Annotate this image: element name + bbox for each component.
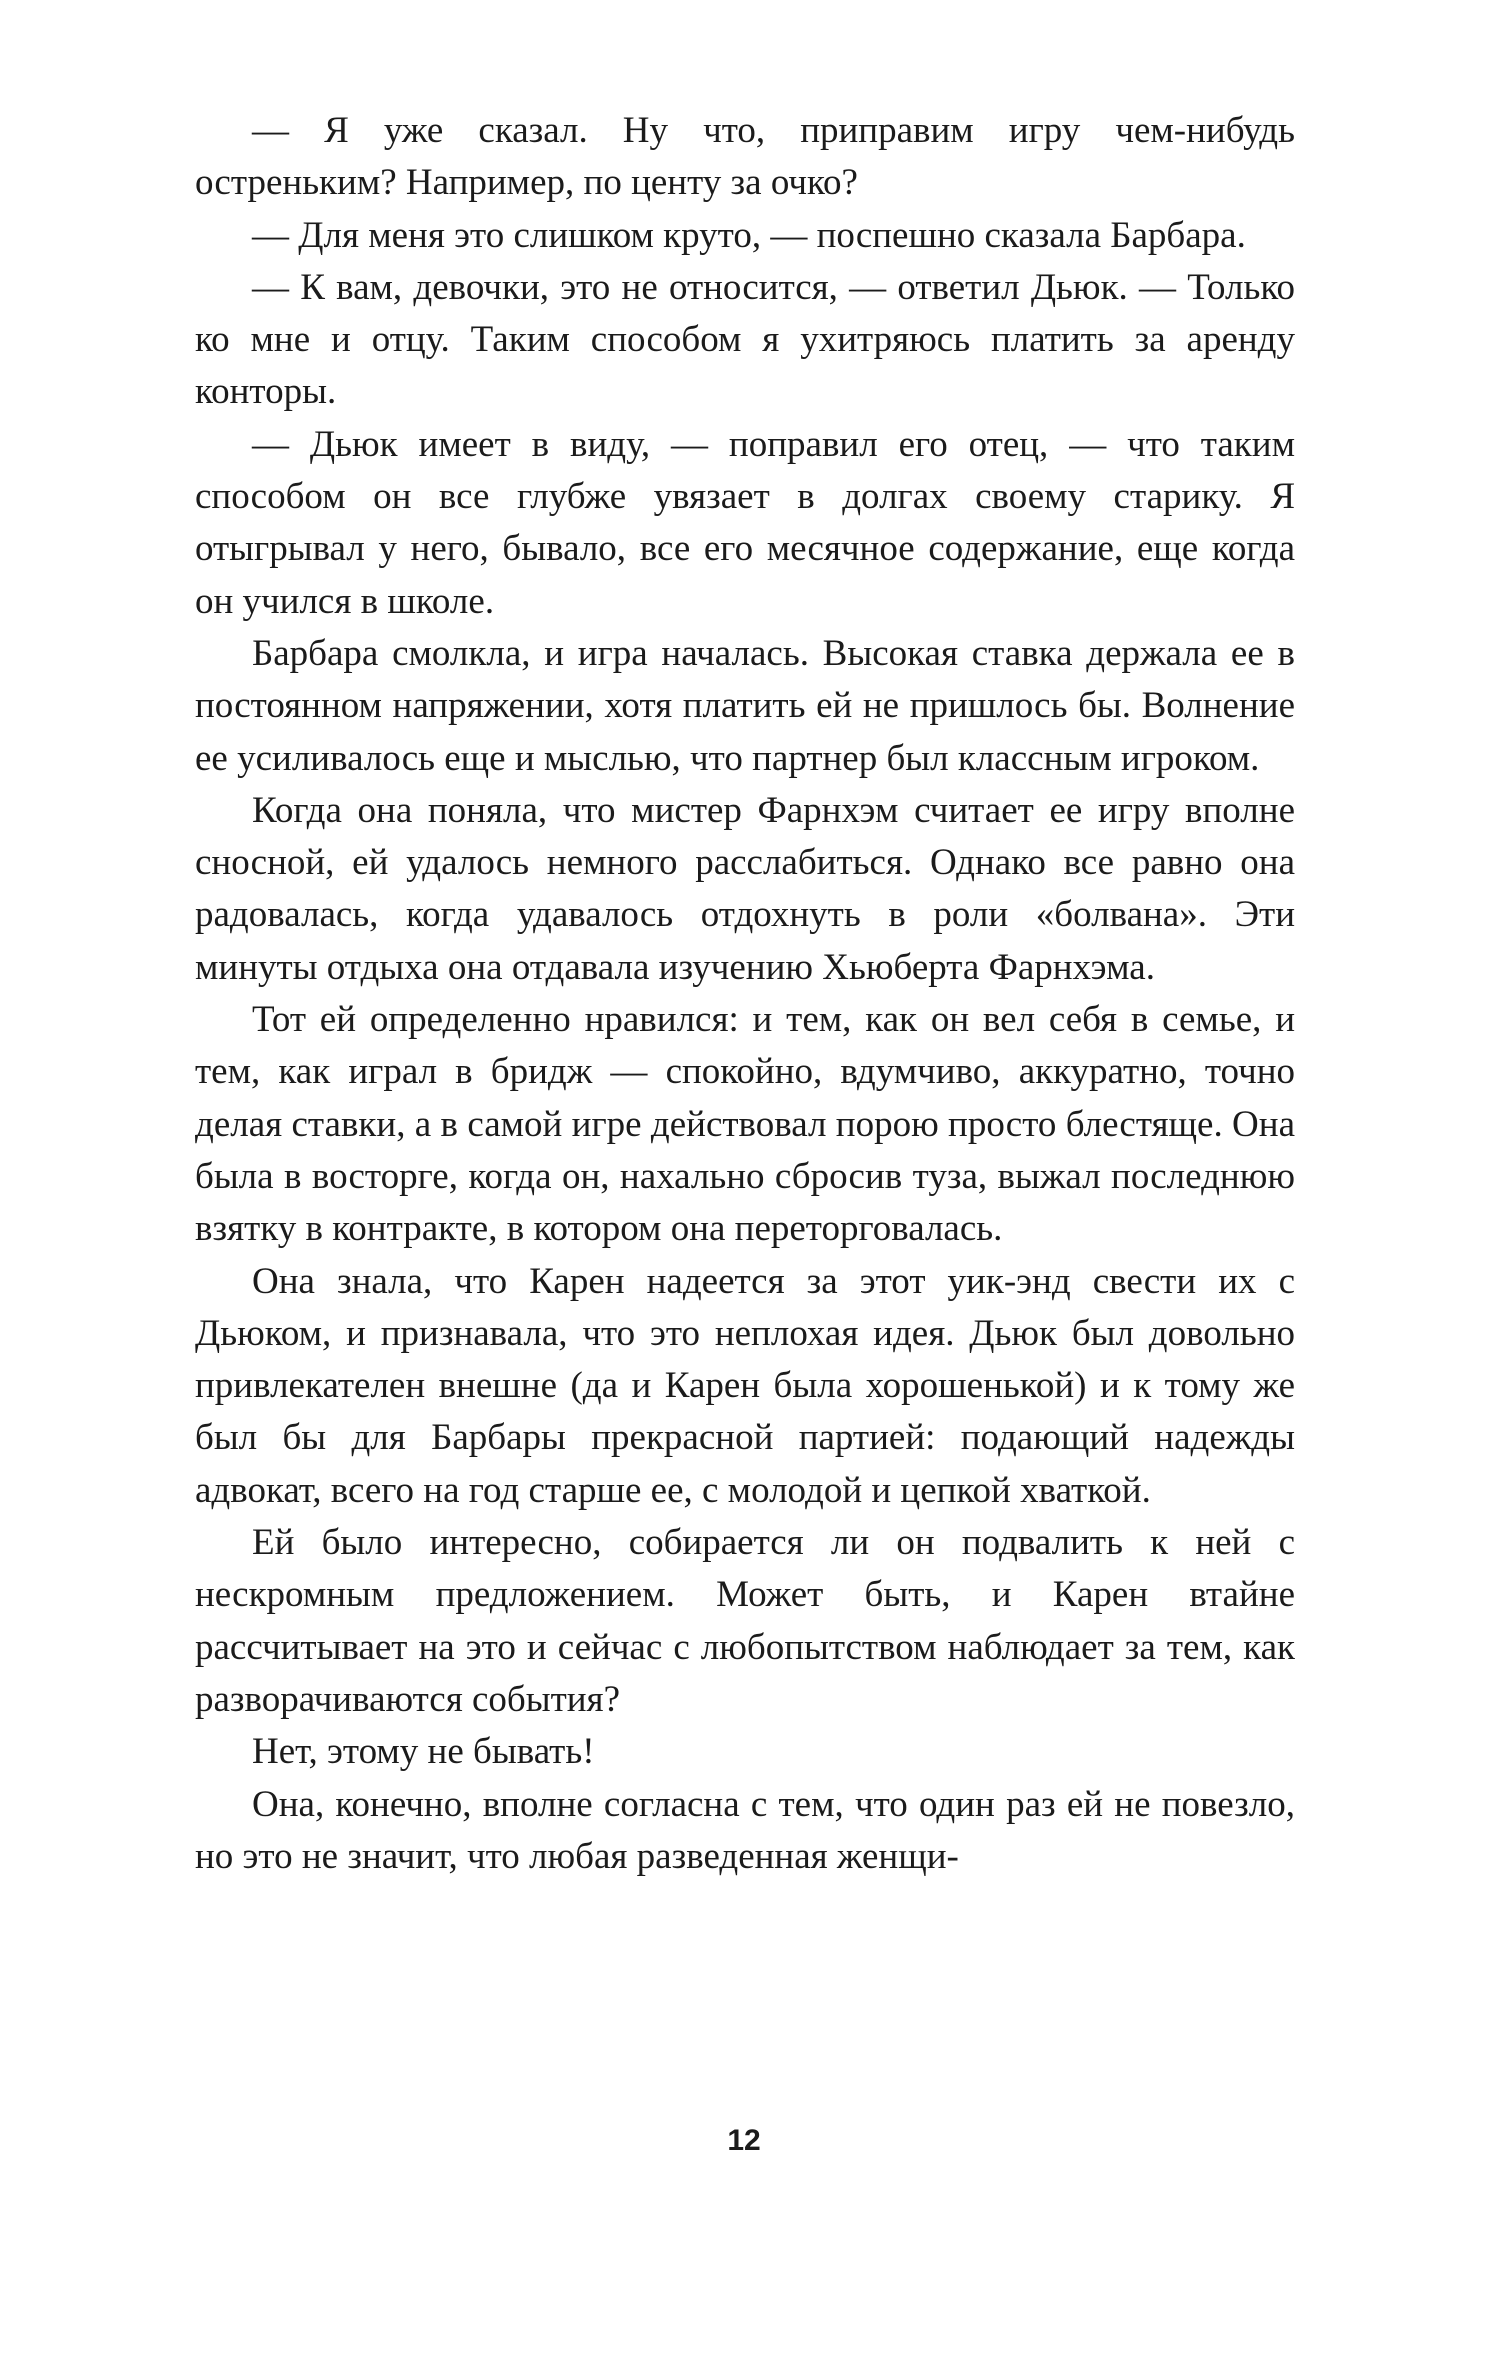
paragraph: — К вам, девочки, это не относится, — ответил Дьюк. — Только ко мне и отцу. Таким способом я ухитряюсь платить за аренду конторы. [195,266,1295,413]
paragraph: Ей было интересно, собирается ли он подвалить к ней с нескромным предложением. Может быть, и Карен втайне рассчитывает на это и сейчас с любопытством наблюдает за тем, как разворачиваются события? [195,1522,1295,1720]
page-number: 12 [727,2124,761,2157]
paragraph: Тот ей определенно нравился: и тем, как он вел себя в семье, и тем, как играл в бридж — спокойно, вдумчиво, аккуратно, точно делая ставки, а в самой игре действовал порою просто блестяще. Она была в восторге, когда он, нахально сбросив туза, выжал последнюю взятку в контракте, в котором она переторговалась. [195,999,1295,1250]
paragraph: — Для меня это слишком круто, — поспешно сказала Барбара. [252,214,1246,256]
paragraph: — Дьюк имеет в виду, — поправил его отец, — что таким способом он все глубже увязает в долгах своему старику. Я отыгрывал у него, бывало, все его месячное содержание, еще когда он учился в школе. [195,423,1295,622]
page-body-text [195,105,1295,1883]
paragraph: Она знала, что Карен надеется за этот уик-энд свести их с Дьюком, и признавала, что это неплохая идея. Дьюк был довольно привлекателен внешне (да и Карен была хорошенькой) и к тому же был бы для Барбары прекрасной партией: подающий надежды адвокат, всего на год старше ее, с молодой и цепкой хваткой. [195,1260,1295,1511]
paragraph: Барбара смолкла, и игра началась. Высокая ставка держала ее в постоянном напряжении, хотя платить ей не пришлось бы. Волнение ее усиливалось еще и мыслью, что партнер был классным игроком. [195,632,1295,779]
paragraph: Когда она поняла, что мистер Фарнхэм считает ее игру вполне сносной, ей удалось немного расслабиться. Однако все равно она радовалась, когда удавалось отдохнуть в роли «болвана». Эти минуты отдыха она отдавала изучению Хьюберта Фарнхэма. [195,789,1295,988]
paragraph: Нет, этому не бывать! [252,1731,595,1773]
paragraph: Она, конечно, вполне согласна с тем, что один раз ей не повезло, но это не значит, что любая разведенная женщи- [195,1783,1295,1877]
paragraph: — Я уже сказал. Ну что, приправим игру чем-нибудь остреньким? Например, по центу за очко? [195,110,1295,204]
